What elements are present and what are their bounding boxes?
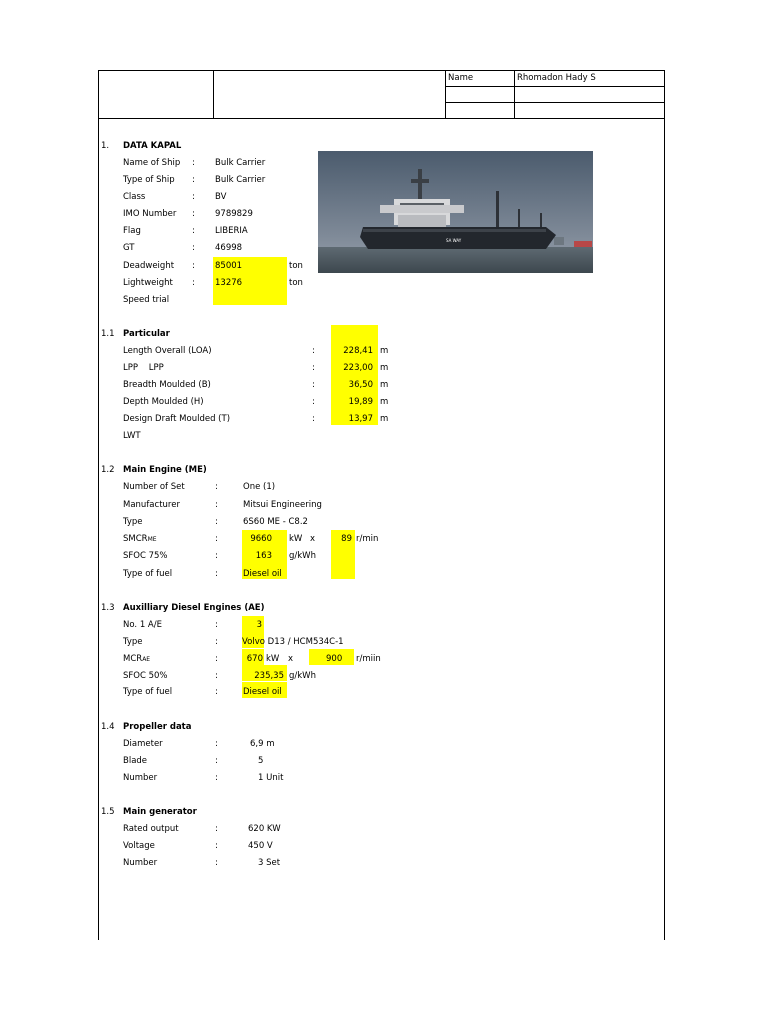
voltage-value: 450 V: [248, 841, 273, 851]
depth-label: Depth Moulded (H): [123, 397, 204, 407]
smcr-power-value: 9660: [250, 534, 272, 544]
deadweight-label: Deadweight: [123, 261, 175, 271]
colon: :: [312, 414, 315, 424]
colon: :: [215, 637, 218, 647]
section-1-title: DATA KAPAL: [123, 141, 182, 151]
colon: :: [192, 175, 195, 185]
section-1-5-number: 1.5: [101, 807, 115, 817]
deadweight-value: 85001: [215, 261, 243, 271]
mcr-ae-times: x: [288, 654, 294, 664]
lpp-label: LPP LPP: [123, 363, 164, 373]
ship-type-value: Bulk Carrier: [215, 175, 266, 185]
lwt-label: LWT: [123, 431, 141, 441]
flag-value: LIBERIA: [215, 226, 248, 236]
propeller-number-value: 1 Unit: [258, 773, 284, 783]
colon: :: [192, 226, 195, 236]
lightweight-unit: ton: [289, 278, 303, 288]
mcr-ae-power-value: 670: [246, 654, 263, 664]
propeller-number-label: Number: [123, 773, 158, 783]
ae-fuel-label: Type of fuel: [123, 687, 173, 697]
ae-fuel-value: Diesel oil: [243, 687, 282, 697]
colon: :: [215, 620, 218, 630]
colon: :: [215, 824, 218, 834]
smcr-times: x: [310, 534, 316, 544]
number-of-set-label: Number of Set: [123, 482, 185, 492]
mcr-ae-rpm-unit: r/miin: [356, 654, 381, 664]
ae-type-brand: Volvo: [242, 637, 265, 647]
colon: :: [312, 346, 315, 356]
diameter-value: 6,9 m: [250, 739, 275, 749]
depth-value: 19,89: [348, 397, 373, 407]
section-1-5-title: Main generator: [123, 807, 197, 817]
imo-label: IMO Number: [123, 209, 177, 219]
ae-count-value: 3: [256, 620, 262, 630]
colon: :: [215, 654, 218, 664]
mcr-ae-label-text: MCR: [123, 654, 143, 664]
depth-unit: m: [380, 397, 389, 407]
colon: :: [312, 380, 315, 390]
ship-photo: [318, 151, 593, 273]
colon: :: [192, 158, 195, 168]
section-1-3-title: Auxilliary Diesel Engines (AE): [123, 603, 265, 613]
colon: :: [215, 569, 218, 579]
ae-type-value: [242, 636, 344, 648]
colon: :: [215, 482, 218, 492]
me-type-value: 6S60 ME - C8.2: [243, 517, 308, 527]
imo-value: 9789829: [215, 209, 253, 219]
colon: :: [215, 773, 218, 783]
colon: :: [215, 534, 218, 544]
number-of-set-value: One (1): [243, 482, 276, 492]
colon: :: [312, 363, 315, 373]
loa-value: 228,41: [343, 346, 373, 356]
smcr-power-unit: kW: [289, 534, 303, 544]
colon: :: [192, 209, 195, 219]
ae-type-label: Type: [123, 637, 143, 647]
manufacturer-value: Mitsui Engineering: [243, 500, 322, 510]
ship-bow-text: SA WAY: [446, 238, 462, 243]
smcr-rpm-value: 89: [341, 534, 352, 544]
colon: :: [192, 261, 195, 271]
ae-type-model: D13 / HCM534C-1: [267, 637, 344, 647]
blade-value: 5: [258, 756, 264, 766]
section-1-2-number: 1.2: [101, 465, 115, 475]
diameter-label: Diameter: [123, 739, 163, 749]
mcr-ae-power-unit: kW: [266, 654, 280, 664]
sfoc-me-label: SFOC 75%: [123, 551, 168, 561]
smcr-label: [123, 533, 157, 546]
section-1-4-number: 1.4: [101, 722, 115, 732]
colon: :: [192, 243, 195, 253]
section-1-2-title: Main Engine (ME): [123, 465, 207, 475]
gt-label: GT: [123, 243, 135, 253]
ship-name-label: Name of Ship: [123, 158, 181, 168]
sfoc-ae-value: 235,35: [254, 671, 284, 681]
mcr-ae-label-sub: AE: [142, 656, 151, 663]
ship-name-value: Bulk Carrier: [215, 158, 266, 168]
breadth-label: Breadth Moulded (B): [123, 380, 211, 390]
colon: :: [215, 858, 218, 868]
colon: :: [215, 500, 218, 510]
section-1-number: 1.: [101, 141, 110, 151]
lightweight-value: 13276: [215, 278, 243, 288]
sfoc-me-unit: g/kWh: [289, 551, 316, 561]
mcr-ae-rpm-value: 900: [326, 654, 343, 664]
generator-number-label: Number: [123, 858, 158, 868]
voltage-label: Voltage: [123, 841, 155, 851]
flag-label: Flag: [123, 226, 141, 236]
speed-trial-label: Speed trial: [123, 295, 170, 305]
me-fuel-value: Diesel oil: [243, 569, 282, 579]
gt-value: 46998: [215, 243, 243, 253]
loa-unit: m: [380, 346, 389, 356]
section-1-3-number: 1.3: [101, 603, 115, 613]
smcr-rpm-unit: r/min: [356, 534, 379, 544]
draft-label: Design Draft Moulded (T): [123, 414, 231, 424]
colon: :: [192, 278, 195, 288]
colon: :: [215, 671, 218, 681]
mcr-ae-label: [123, 653, 150, 666]
colon: :: [312, 397, 315, 407]
rated-output-value: 620 KW: [248, 824, 281, 834]
draft-unit: m: [380, 414, 389, 424]
sfoc-ae-unit: g/kWh: [289, 671, 316, 681]
lpp-value: 223,00: [343, 363, 373, 373]
colon: :: [215, 841, 218, 851]
ship-type-label: Type of Ship: [123, 175, 175, 185]
generator-number-value: 3 Set: [258, 858, 281, 868]
manufacturer-label: Manufacturer: [123, 500, 180, 510]
deadweight-unit: ton: [289, 261, 303, 271]
name-label: Name: [448, 73, 474, 83]
section-1-4-title: Propeller data: [123, 722, 192, 732]
colon: :: [192, 192, 195, 202]
loa-label: Length Overall (LOA): [123, 346, 212, 356]
sfoc-me-value: 163: [255, 551, 272, 561]
colon: :: [215, 687, 218, 697]
lightweight-label: Lightweight: [123, 278, 173, 288]
name-value: Rhomadon Hady S: [517, 73, 596, 83]
colon: :: [215, 739, 218, 749]
sfoc-ae-label: SFOC 50%: [123, 671, 168, 681]
class-value: BV: [215, 192, 227, 202]
ae-count-label: No. 1 A/E: [123, 620, 162, 630]
colon: :: [215, 756, 218, 766]
me-type-label: Type: [123, 517, 143, 527]
blade-label: Blade: [123, 756, 148, 766]
smcr-label-sub: ME: [147, 536, 157, 543]
section-1-1-number: 1.1: [101, 329, 115, 339]
colon: :: [215, 551, 218, 561]
rated-output-label: Rated output: [123, 824, 179, 834]
section-1-1-title: Particular: [123, 329, 170, 339]
class-label: Class: [123, 192, 146, 202]
smcr-label-text: SMCR: [123, 534, 148, 544]
breadth-unit: m: [380, 380, 389, 390]
lpp-unit: m: [380, 363, 389, 373]
colon: :: [215, 517, 218, 527]
draft-value: 13,97: [348, 414, 373, 424]
breadth-value: 36,50: [348, 380, 373, 390]
me-fuel-label: Type of fuel: [123, 569, 173, 579]
